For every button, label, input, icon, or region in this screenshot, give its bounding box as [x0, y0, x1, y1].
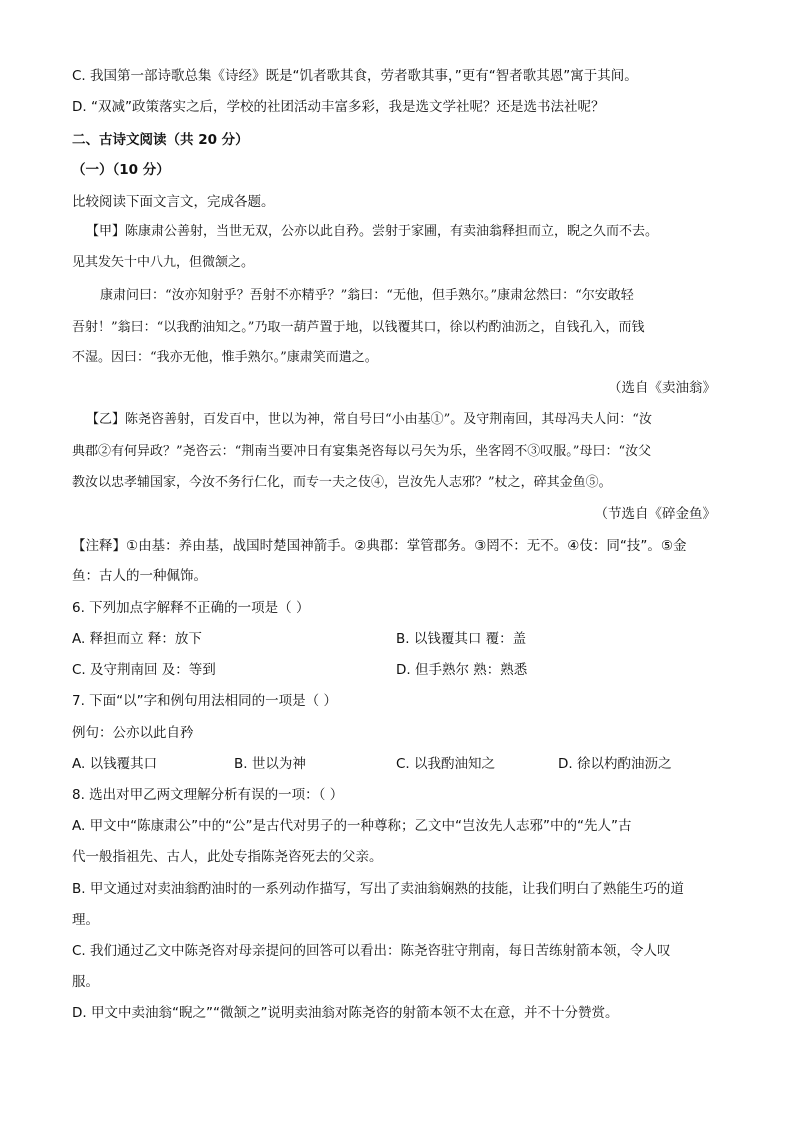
question-8: 8. 选出对甲乙两文理解分析有误的一项：（ ）: [72, 787, 344, 803]
passage-jia-line: 康肃问曰：“汝亦知射乎？吾射不亦精乎？”翁曰：“无他，但手熟尔。”康肃忿然曰：“尔安敢轻: [100, 288, 634, 303]
passage-yi-line: 【乙】陈尧咨善射，百发百中，世以为神，常自号曰“小由基①”。及守荆南回，其母冯夫人问：“汝: [86, 412, 652, 427]
notes-line: 【注释】①由基：养由基，战国时楚国神箭手。②典郡：掌管郡务。③罔不：无不。④伎：同“技”。⑤金: [72, 538, 687, 554]
passage-jia-line: 见其发矢十中八九，但微颔之。: [72, 255, 255, 270]
source-jia: （选自《卖油翁》: [608, 380, 716, 396]
q6-option-a: A. 释担而立 释：放下: [72, 631, 202, 647]
passage-jia-line: 【甲】陈康肃公善射，当世无双，公亦以此自矜。尝射于家圃，有卖油翁释担而立，睨之久而不去。: [86, 224, 659, 239]
subsection-title: （一）（10 分）: [72, 162, 170, 178]
option-c-top: C. 我国第一部诗歌总集《诗经》既是“饥者歌其食，劳者歌其事，”更有“智者歌其恩”寓于其间。: [72, 68, 638, 84]
q6-option-c: C. 及守荆南回 及：等到: [72, 662, 216, 678]
q7-option-b: B. 世以为神: [234, 756, 306, 772]
q8-option-b-line: 理。: [72, 912, 99, 928]
source-yi: （节选自《碎金鱼》: [594, 506, 716, 522]
q8-option-a-line: 代一般指祖先、古人，此处专指陈尧咨死去的父亲。: [72, 849, 383, 865]
passage-jia-line: 不湿。因曰：“我亦无他，惟手熟尔。”康肃笑而遣之。: [72, 350, 378, 365]
q7-option-d: D. 徐以杓酌油沥之: [558, 756, 672, 772]
q8-option-c-line: C. 我们通过乙文中陈尧咨对母亲提问的回答可以看出：陈尧咨驻守荆南，每日苦练射箭本领，令人叹: [72, 943, 671, 959]
passage-yi-line: 典郡②有何异政？”尧咨云：“荆南当要冲日有宴集尧咨每以弓矢为乐，坐客罔不③叹服。”母曰：“汝父: [72, 444, 652, 459]
q8-option-b-line: B. 甲文通过对卖油翁酌油时的一系列动作描写，写出了卖油翁娴熟的技能，让我们明白了熟能生巧的道: [72, 881, 684, 897]
q7-option-c: C. 以我酌油知之: [396, 756, 496, 772]
q8-option-d: D. 甲文中卖油翁“睨之”“微颔之”说明卖油翁对陈尧咨的射箭本领不太在意，并不十分赞赏。: [72, 1005, 619, 1021]
question-6: 6. 下列加点字解释不正确的一项是（ ）: [72, 600, 310, 616]
q7-example: 例句：公亦以此自矜: [72, 725, 194, 741]
q6-option-b: B. 以钱覆其口 覆：盖: [396, 631, 527, 647]
section-title: 二、古诗文阅读（共 20 分）: [72, 132, 249, 148]
notes-line: 鱼：古人的一种佩饰。: [72, 568, 207, 584]
q7-option-a: A. 以钱覆其口: [72, 756, 158, 772]
passage-yi-line: 教汝以忠孝辅国家，今汝不务行仁化，而专一夫之伎④，岂汝先人志邪？”杖之，碎其金鱼⑤。: [72, 475, 612, 490]
q8-option-c-line: 服。: [72, 974, 99, 990]
option-d-top: D. “双减”政策落实之后，学校的社团活动丰富多彩，我是选文学社呢？还是选书法社呢？: [72, 99, 605, 115]
q6-option-d: D. 但手熟尔 熟：熟悉: [396, 662, 528, 678]
instruction-text: 比较阅读下面文言文，完成各题。: [72, 194, 275, 210]
q8-option-a-line: A. 甲文中“陈康肃公”中的“公”是古代对男子的一种尊称；乙文中“岂汝先人志邪”中的“先人”古: [72, 818, 632, 834]
question-7: 7. 下面“以”字和例句用法相同的一项是（ ）: [72, 693, 337, 709]
passage-jia-line: 吾射！”翁曰：“以我酌油知之。”乃取一葫芦置于地，以钱覆其口，徐以杓酌油沥之，自钱孔入，而钱: [72, 320, 645, 335]
